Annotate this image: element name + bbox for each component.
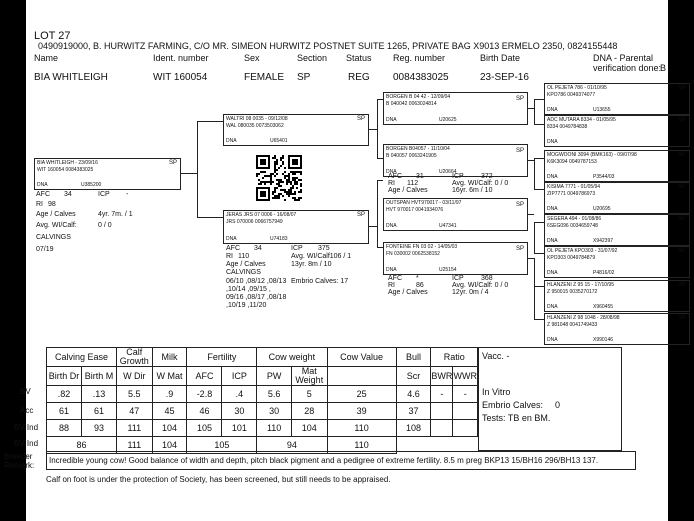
sd-age: 16yr. 6m / 10 xyxy=(452,187,493,194)
pedigree-ggp-2 xyxy=(544,115,690,147)
bvind-cell xyxy=(431,420,453,437)
ggp-dna: DNA xyxy=(547,206,558,212)
bvind-cell: 111 xyxy=(117,420,153,437)
owner-details: 0490919000, B. HURWITZ FARMING, C/O MR. SIMEON HURWITZ POSTNET SUITE 1265, PRIVATE BAG X9013 ERMELO 2350, 0824155448 xyxy=(38,41,618,51)
ggp-line2: KPO303 0049784879 xyxy=(547,255,596,261)
sire-dna: DNA xyxy=(226,138,237,144)
header-dna: DNA - Parental verification done: xyxy=(593,53,662,73)
animal-name: BIA WHITLEIGH xyxy=(34,72,108,83)
sd-ri-label: RI xyxy=(388,180,395,187)
ggp-line1: ADC MUTARA 8334 - 01/05/95 xyxy=(547,117,616,123)
ggp-line1: HLANZENI Z 98 1048 - 28/08/98 xyxy=(547,315,620,321)
dd-dna-code: U25154 xyxy=(439,267,457,273)
connector xyxy=(528,214,534,215)
bvind-group-cell: 86 xyxy=(47,437,117,454)
bv-cell: .82 xyxy=(47,386,82,403)
bvind-group-cell: 110 xyxy=(327,437,396,454)
connector xyxy=(197,217,223,218)
connector xyxy=(534,124,544,125)
ggp-dna-code: P3544/03 xyxy=(593,174,615,180)
sd-dna-code: U20664 xyxy=(439,169,457,175)
bv-cell: 4.6 xyxy=(396,386,431,403)
acc-cell: 61 xyxy=(82,403,117,420)
lot-number: LOT 27 xyxy=(34,30,71,42)
sire-section: SP xyxy=(356,116,365,122)
self-avg: 0 / 0 xyxy=(98,222,112,229)
bvind-cell: 104 xyxy=(292,420,328,437)
acc-cell: 45 xyxy=(152,403,187,420)
self-age: 4yr. 7m. / 1 xyxy=(98,211,133,218)
self-line2: WIT 160054 0084383025 xyxy=(37,167,94,173)
animal-status: REG xyxy=(348,72,370,83)
bvind-group-cell: 104 xyxy=(152,437,187,454)
breeder-remark-box xyxy=(46,451,636,470)
sd-icp-label: ICP xyxy=(452,173,464,180)
dam-afc-label: AFC xyxy=(226,245,240,252)
bvind-group-cell: 111 xyxy=(117,437,153,454)
self-dna: DNA xyxy=(37,182,48,188)
bvind-cell: 105 xyxy=(187,420,222,437)
header-status: Status xyxy=(346,53,372,63)
connector xyxy=(534,99,535,124)
ss-line2: B 040042 0063024814 xyxy=(386,101,437,107)
dd-afc: * xyxy=(416,275,419,282)
group-cow-weight: Cow weight xyxy=(257,348,327,367)
row-label-bv: BV xyxy=(20,387,31,396)
header-sex: Sex xyxy=(244,53,260,63)
connector xyxy=(534,158,535,189)
ggp-dna: DNA xyxy=(547,139,558,145)
self-calvings: 07/19 xyxy=(36,246,54,253)
ggp-dna-code: X942397 xyxy=(593,238,614,244)
ggp-section: SP xyxy=(677,117,686,123)
bv-cell: -2.8 xyxy=(187,386,222,403)
self-age-label: Age / Calves xyxy=(36,211,76,218)
col-mat-weight: Mat Weight xyxy=(292,367,328,386)
row-label-bv-ind: BV Ind xyxy=(14,423,39,432)
connector xyxy=(377,180,383,181)
header-dna-value: B xyxy=(660,63,667,73)
ggp-line1: MOGWOONI 3094 (BMK163) - 09/07/98 xyxy=(547,152,637,158)
connector xyxy=(369,129,377,130)
bv-cell: - xyxy=(453,386,478,403)
col-birth-m: Birth M xyxy=(82,367,117,386)
bvind-cell: 110 xyxy=(327,420,396,437)
ggp-section: SP xyxy=(677,248,686,254)
ss-dna-code: U20625 xyxy=(439,117,457,123)
pedigree-self xyxy=(34,158,181,190)
bv-cell: 25 xyxy=(327,386,396,403)
sd-line1: BORGEN B04057 - 11/10/04 xyxy=(386,146,450,152)
group-calving-ease: Calving Ease xyxy=(47,348,117,367)
bvind-group-cell: 105 xyxy=(187,437,257,454)
ggp-dna-code: U20695 xyxy=(593,206,611,212)
sd-avg: Avg. WI/Calf: 0 / 0 xyxy=(452,180,509,187)
sd-dna: DNA xyxy=(386,169,397,175)
ggp-line1: OL PEJETA 786 - 01/10/95 xyxy=(547,85,607,91)
connector xyxy=(534,158,544,159)
connector xyxy=(534,222,544,223)
bv-cell: 5.5 xyxy=(117,386,153,403)
ggp-dna: DNA xyxy=(547,174,558,180)
ggp-section: SP xyxy=(677,315,686,321)
sd-afc: 31 xyxy=(416,173,424,180)
breeding-values-table xyxy=(46,347,478,454)
breeder-remark-label: Breeder Remark: xyxy=(4,452,35,470)
sd-section: SP xyxy=(515,148,524,154)
ggp-line1: KISIMA 7771 - 01/05/94 xyxy=(547,184,601,190)
pedigree-dam xyxy=(223,210,369,244)
dd-section: SP xyxy=(515,246,524,252)
dam-embrio: Embrio Calves: 17 xyxy=(291,278,349,285)
connector xyxy=(197,121,223,122)
embrio-value: 0 xyxy=(555,400,561,410)
pedigree-sire-sire xyxy=(383,92,528,125)
col-cow-value xyxy=(327,367,396,386)
acc-cell: 39 xyxy=(327,403,396,420)
self-dna-code: U385200 xyxy=(81,182,102,188)
dam-icp-label: ICP xyxy=(291,245,303,252)
dam-dna: DNA xyxy=(226,236,237,242)
dam-avg: Avg. WI/Calf106 / 1 xyxy=(291,253,352,260)
ggp-section: SP xyxy=(677,152,686,158)
acc-cell: 28 xyxy=(292,403,328,420)
dam-afc: 34 xyxy=(254,245,262,252)
ggp-dna-code: U13655 xyxy=(593,107,611,113)
connector xyxy=(534,222,535,253)
ds-dna: DNA xyxy=(386,223,397,229)
in-vitro-label: In Vitro xyxy=(482,387,511,397)
pedigree-dam-sire xyxy=(383,198,528,231)
tests-label: Tests: TB en BM. xyxy=(482,413,551,423)
row-bv xyxy=(47,386,478,403)
dd-line1: FONTEINE FN 03 02 - 14/05/03 xyxy=(386,244,458,250)
group-calf-growth: Calf Growth xyxy=(117,348,153,367)
sd-age-label: Age / Calves xyxy=(388,187,428,194)
col-afc: AFC xyxy=(187,367,222,386)
embrio-label: Embrio Calves: xyxy=(482,400,544,410)
self-calvings-label: CALVINGS xyxy=(36,234,71,241)
dd-ri-label: RI xyxy=(388,282,395,289)
acc-cell xyxy=(431,403,453,420)
ggp-line1: OL PEJETA KPO303 - 31/07/92 xyxy=(547,248,618,254)
group-cow-value: Cow Value xyxy=(327,348,396,367)
dam-age-label: Age / Calves xyxy=(226,261,266,268)
self-ri: 98 xyxy=(48,201,56,208)
pedigree-ggp-6 xyxy=(544,246,690,278)
col-birth-dr: Birth Dr xyxy=(47,367,82,386)
dd-ri: 86 xyxy=(416,282,424,289)
dd-age: 12yr. 0m / 4 xyxy=(452,289,489,296)
bv-cell: .13 xyxy=(82,386,117,403)
header-section: Section xyxy=(297,53,328,63)
ggp-line1: HLANZENI Z 95 15 - 17/10/95 xyxy=(547,282,614,288)
sd-ri: 112 xyxy=(407,180,419,187)
acc-cell: 30 xyxy=(257,403,292,420)
dd-afc-label: AFC xyxy=(388,275,402,282)
col-w-mat: W Mat xyxy=(152,367,187,386)
acc-cell xyxy=(453,403,478,420)
ggp-dna: DNA xyxy=(547,337,558,343)
sd-icp: 372 xyxy=(481,173,493,180)
dd-icp: 368 xyxy=(481,275,493,282)
col-pw: PW xyxy=(257,367,292,386)
dd-avg: Avg. WI/Calf: 0 / 0 xyxy=(452,282,509,289)
vacc-label: Vacc. - xyxy=(482,351,510,361)
bv-cell: - xyxy=(431,386,453,403)
sire-line1: WALTRI 08 0035 - 09/12/08 xyxy=(226,116,288,122)
ds-dna-code: U47341 xyxy=(439,223,457,229)
ggp-line2: 6SEG096 0034659748 xyxy=(547,223,598,229)
row-acc xyxy=(47,403,478,420)
lot-sheet xyxy=(4,0,686,521)
dam-age: 13yr. 8m / 10 xyxy=(291,261,332,268)
self-icp-label: ICP xyxy=(98,191,110,198)
col-icp: ICP xyxy=(222,367,257,386)
header-ident: Ident. number xyxy=(153,53,209,63)
acc-cell: 37 xyxy=(396,403,431,420)
col-scr: Scr xyxy=(396,367,431,386)
bvind-group-cell: 94 xyxy=(257,437,327,454)
connector xyxy=(197,121,198,217)
ggp-line2: Z 950015 0035270172 xyxy=(547,289,598,295)
dam-calvings: 06/10 ,08/12 ,08/13 ,10/14 ,09/15 , 09/16 ,08/17 ,08/18 ,10/19 ,11/20 xyxy=(226,278,287,309)
ss-dna: DNA xyxy=(386,117,397,123)
ggp-line2: K6K3094 0049787153 xyxy=(547,159,597,165)
row-label-bv-ind-2: BV Ind xyxy=(14,439,39,448)
row-bv-ind xyxy=(47,420,478,437)
bvind-cell: 110 xyxy=(257,420,292,437)
connector xyxy=(534,286,544,287)
self-avg-label: Avg. WI/Calf: xyxy=(36,222,77,229)
group-milk: Milk xyxy=(152,348,187,367)
ggp-section: SP xyxy=(677,216,686,222)
dd-icp-label: ICP xyxy=(452,275,464,282)
animal-sex: FEMALE xyxy=(244,72,285,83)
col-wwr: WWR xyxy=(453,367,478,386)
ss-section: SP xyxy=(515,96,524,102)
group-fertility: Fertility xyxy=(187,348,257,367)
ds-line1: OUTSPAN HVT970017 - 03/11/97 xyxy=(386,200,462,206)
connector xyxy=(534,189,544,190)
ggp-dna-code: P4816/02 xyxy=(593,270,615,276)
ggp-line2: Z 981048 0041749433 xyxy=(547,322,598,328)
ggp-line2: ZIP7771 0049786973 xyxy=(547,191,596,197)
side-panel xyxy=(478,347,622,451)
sd-afc-label: AFC xyxy=(388,173,402,180)
pedigree-ggp-4 xyxy=(544,182,690,214)
bvind-cell: 88 xyxy=(47,420,82,437)
dam-dna-code: U74183 xyxy=(270,236,288,242)
bvind-cell: 108 xyxy=(396,420,431,437)
bvind-cell: 101 xyxy=(222,420,257,437)
pedigree-ggp-8 xyxy=(544,313,690,345)
bvind-cell: 93 xyxy=(82,420,117,437)
header-birth: Birth Date xyxy=(480,53,521,63)
ggp-dna: DNA xyxy=(547,270,558,276)
animal-birth: 23-SEP-16 xyxy=(480,72,529,83)
ggp-section: SP xyxy=(677,184,686,190)
pedigree-ggp-1 xyxy=(544,83,690,115)
ds-section: SP xyxy=(515,202,524,208)
bvind-cell: 104 xyxy=(152,420,187,437)
connector xyxy=(377,99,378,158)
bv-cell: .9 xyxy=(152,386,187,403)
ggp-line2: KPO786 0049374077 xyxy=(547,92,596,98)
acc-cell: 46 xyxy=(187,403,222,420)
dam-ri: 110 xyxy=(238,253,250,260)
col-w-dir: W Dir xyxy=(117,367,153,386)
sd-line2: B 040057 0063241905 xyxy=(386,153,437,159)
animal-section: SP xyxy=(297,72,311,83)
bvind-cell xyxy=(453,420,478,437)
dam-icp: 375 xyxy=(318,245,330,252)
qr-code xyxy=(256,155,302,201)
connector xyxy=(534,99,544,100)
acc-cell: 47 xyxy=(117,403,153,420)
row-label-acc: Acc xyxy=(20,406,34,415)
sire-line2: WAL 080035 0073503062 xyxy=(226,123,284,129)
acc-cell: 61 xyxy=(47,403,82,420)
header-name: Name xyxy=(34,53,59,63)
connector xyxy=(534,253,544,254)
ggp-dna-code: X960455 xyxy=(593,304,614,310)
ggp-section: SP xyxy=(677,282,686,288)
self-line1: BIA WHITLEIGH - 23/09/16 xyxy=(37,160,98,166)
pedigree-ggp-3 xyxy=(544,150,690,182)
dam-ri-label: RI xyxy=(226,253,233,260)
connector xyxy=(534,319,544,320)
breeder-remark-text: Incredible young cow! Good balance of width and depth, pitch black pigment and a pedigree of extreme fertility. 8.5 m preg BKP13 15/BH16 296/BH13 137. xyxy=(49,456,599,465)
ggp-dna: DNA xyxy=(547,107,558,113)
dam-section: SP xyxy=(356,212,365,218)
pedigree-sire xyxy=(223,114,369,146)
dd-age-label: Age / Calves xyxy=(388,289,428,296)
animal-ident: WIT 160054 xyxy=(153,72,208,83)
dd-dna: DNA xyxy=(386,267,397,273)
pedigree-dam-dam xyxy=(383,242,528,275)
pedigree-ggp-5 xyxy=(544,214,690,246)
connector xyxy=(377,180,378,247)
ggp-section: SP xyxy=(677,85,686,91)
ds-line2: HVT 970017 0041934076 xyxy=(386,207,444,213)
bv-cell: .4 xyxy=(222,386,257,403)
group-bull: Bull xyxy=(396,348,431,367)
col-bwr: BWR xyxy=(431,367,453,386)
self-ri-label: RI xyxy=(36,201,43,208)
self-afc: 34 xyxy=(64,191,72,198)
connector xyxy=(534,258,535,319)
acc-cell: 30 xyxy=(222,403,257,420)
ggp-dna: DNA xyxy=(547,304,558,310)
self-icp: - xyxy=(126,191,129,198)
bv-cell: 5.6 xyxy=(257,386,292,403)
ggp-line1: SEGERA 494 - 01/08/86 xyxy=(547,216,602,222)
dam-calvings-label: CALVINGS xyxy=(226,269,261,276)
sire-dna-code: U65401 xyxy=(270,138,288,144)
dam-line2: JRS 070006 0066757949 xyxy=(226,219,283,225)
dd-line2: FN 030002 0062538152 xyxy=(386,251,440,257)
dam-line1: JERAS JRS 07 0006 - 16/08/07 xyxy=(226,212,297,218)
connector xyxy=(181,173,197,174)
pedigree-ggp-7 xyxy=(544,280,690,312)
ggp-dna-code: X990146 xyxy=(593,337,614,343)
ss-line1: BORGEN B 04 42 - 12/09/04 xyxy=(386,94,451,100)
animal-reg: 0084383025 xyxy=(393,72,449,83)
self-afc-label: AFC xyxy=(36,191,50,198)
header-reg: Reg. number xyxy=(393,53,446,63)
self-section: SP xyxy=(168,160,177,166)
bv-cell: 5 xyxy=(292,386,328,403)
group-ratio: Ratio xyxy=(431,348,478,367)
connector xyxy=(369,226,377,227)
footer-note: Calf on foot is under the protection of Society, has been screened, but still needs to be appraised. xyxy=(46,475,391,484)
ggp-line2: 8334 0049784838 xyxy=(547,124,588,130)
ggp-dna: DNA xyxy=(547,238,558,244)
